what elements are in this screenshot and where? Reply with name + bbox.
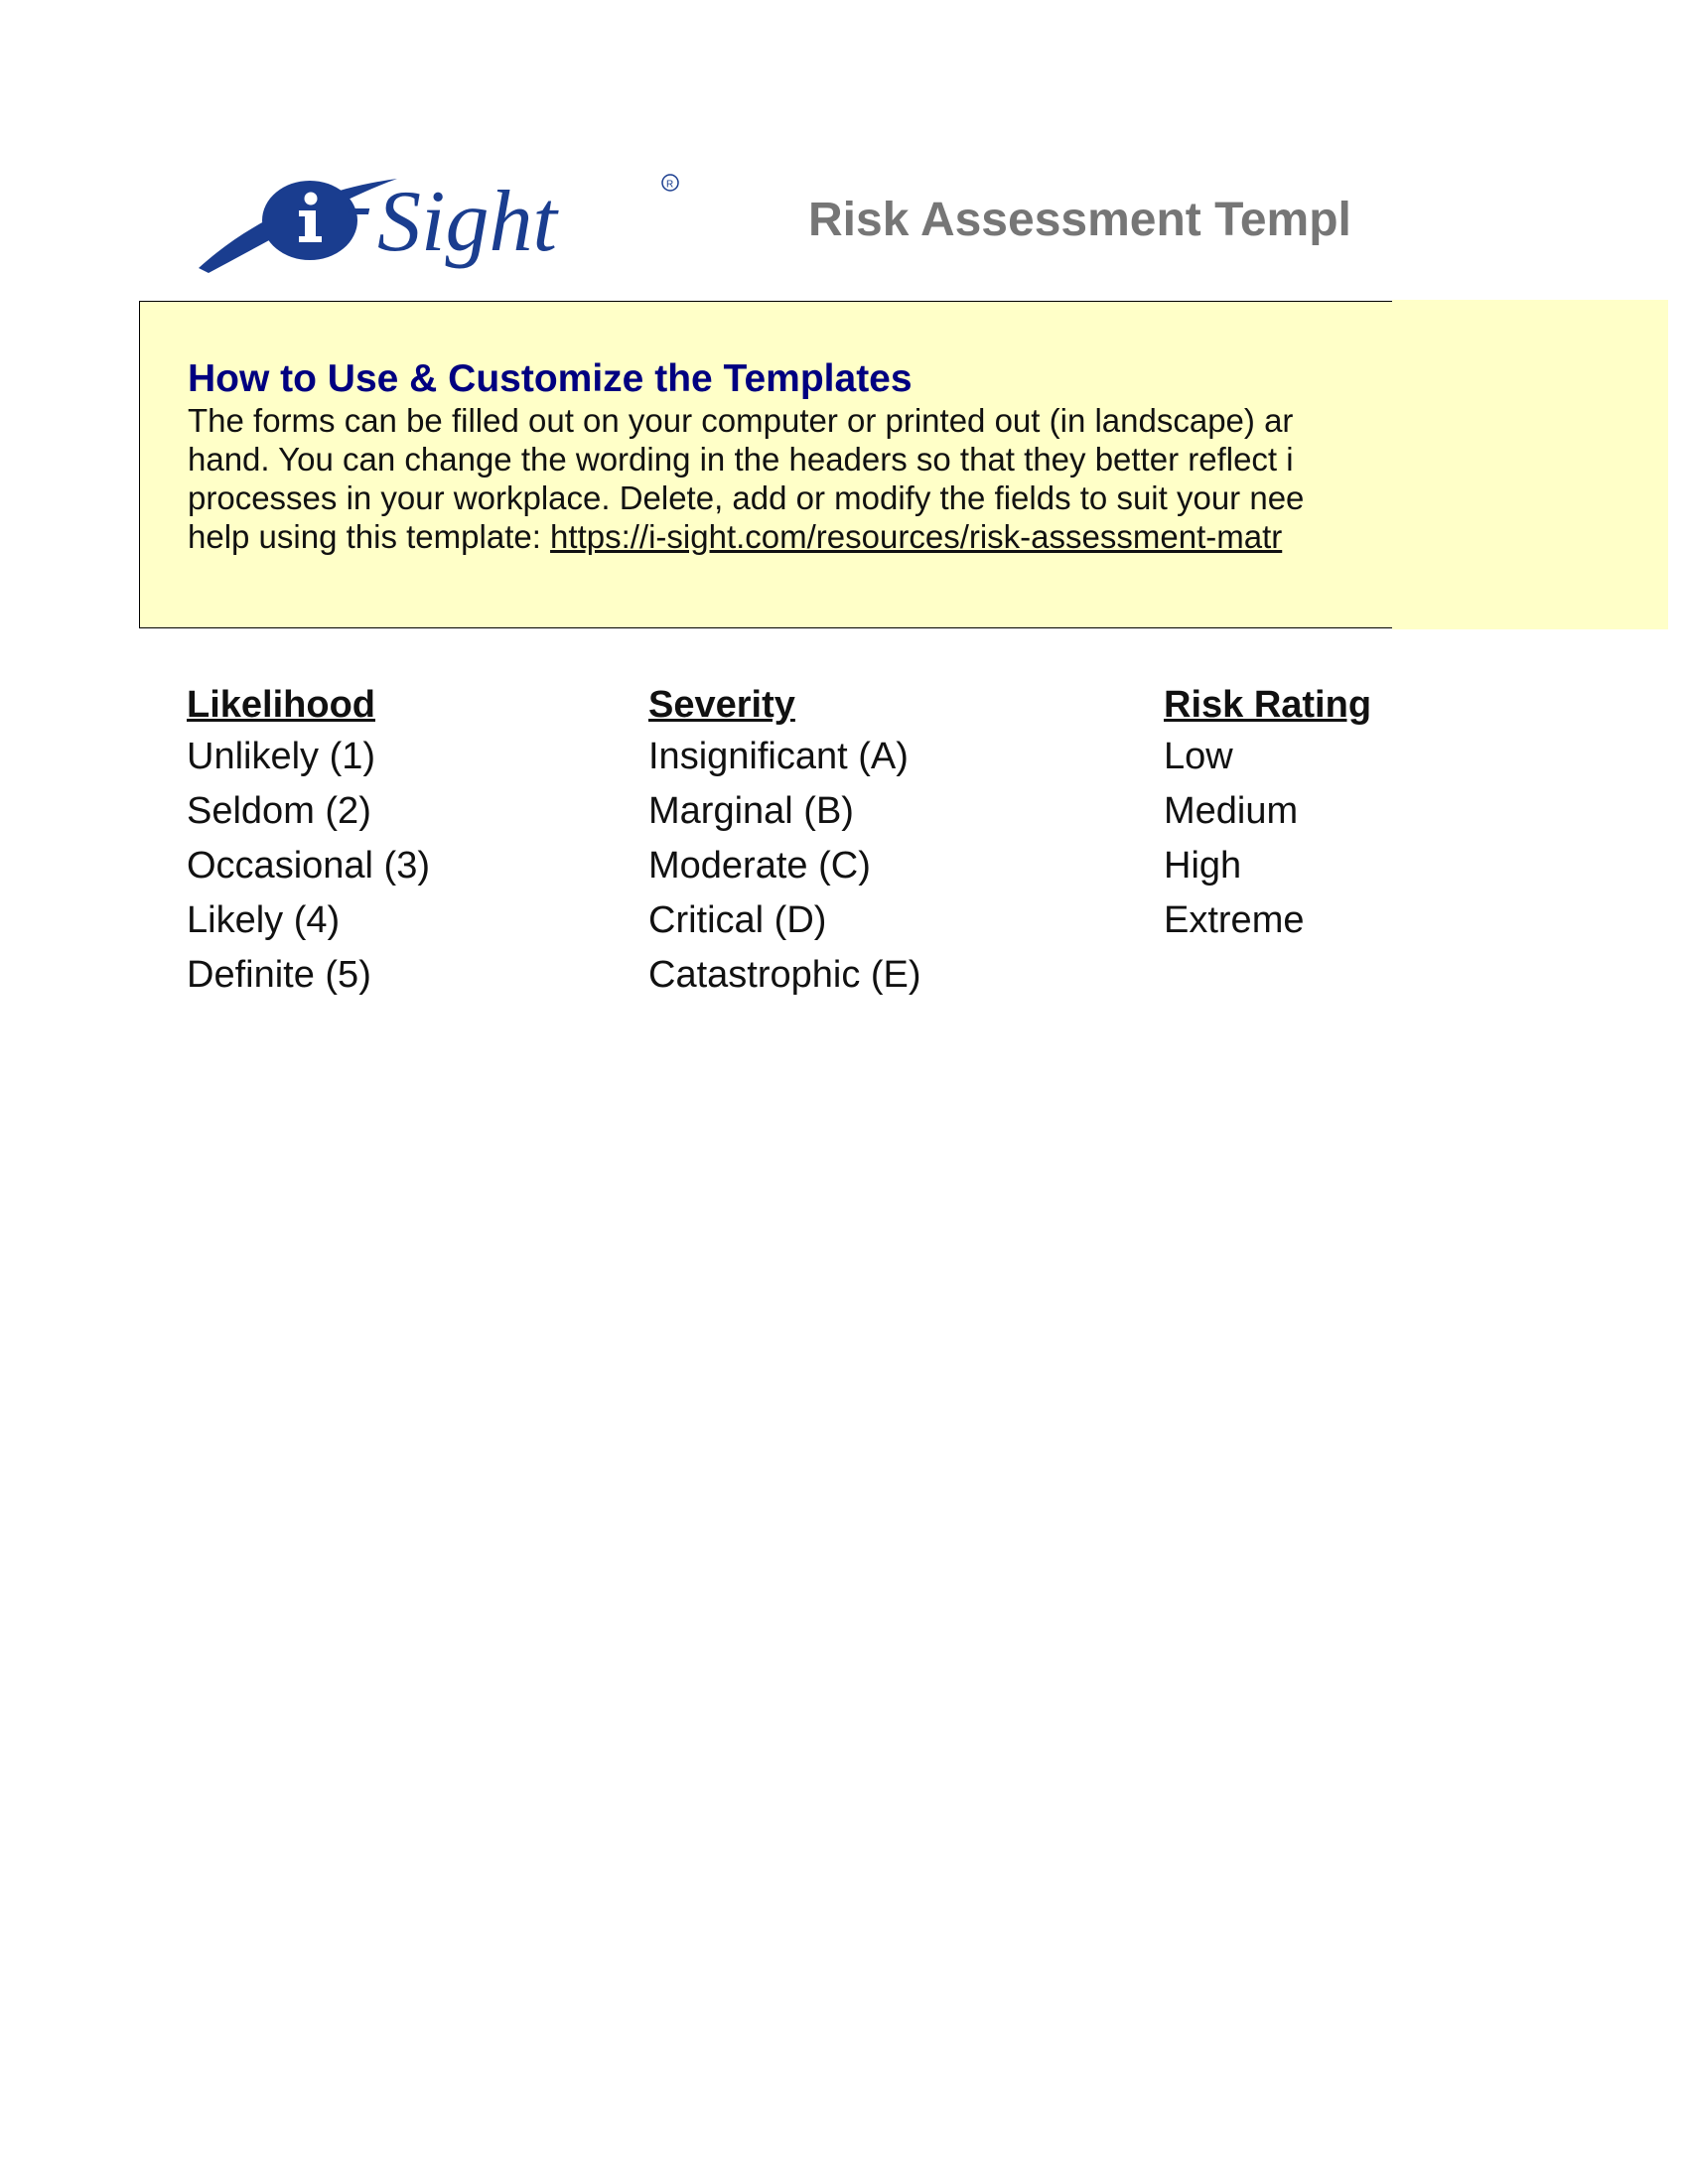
severity-item: Marginal (B) xyxy=(648,790,854,832)
instructions-line: processes in your workplace. Delete, add or modify the fields to suit your nee xyxy=(188,479,1305,516)
likelihood-item: Definite (5) xyxy=(187,954,371,996)
risk-rating-item: Low xyxy=(1164,736,1233,777)
info-panel-extension xyxy=(1392,300,1668,629)
risk-rating-heading: Risk Rating xyxy=(1164,684,1372,726)
likelihood-item: Unlikely (1) xyxy=(187,736,376,777)
help-link[interactable]: https://i-sight.com/resources/risk-assessment-matr xyxy=(550,518,1283,555)
severity-item: Critical (D) xyxy=(648,899,827,941)
help-line xyxy=(188,517,1392,556)
risk-rating-item: High xyxy=(1164,845,1242,887)
help-prefix: help using this template: xyxy=(188,518,551,555)
page-title: Risk Assessment Templ xyxy=(808,194,1351,246)
instructions-heading: How to Use & Customize the Templates xyxy=(188,357,913,400)
instructions-line: The forms can be filled out on your computer or printed out (in landscape) ar xyxy=(188,402,1294,439)
severity-item: Catastrophic (E) xyxy=(648,954,921,996)
severity-heading: Severity xyxy=(648,684,795,726)
risk-rating-item: Medium xyxy=(1164,790,1299,832)
instructions-panel xyxy=(139,301,1392,628)
likelihood-item: Occasional (3) xyxy=(187,845,430,887)
instructions-line: hand. You can change the wording in the headers so that they better reflect i xyxy=(188,441,1294,478)
severity-item: Insignificant (A) xyxy=(648,736,909,777)
i-sight-logo xyxy=(194,149,690,298)
likelihood-item: Seldom (2) xyxy=(187,790,371,832)
likelihood-item: Likely (4) xyxy=(187,899,341,941)
severity-item: Moderate (C) xyxy=(648,845,871,887)
risk-rating-column xyxy=(1164,680,1371,948)
svg-text:Sight: Sight xyxy=(377,174,557,270)
svg-text:R: R xyxy=(666,179,674,191)
risk-rating-item: Extreme xyxy=(1164,899,1305,941)
instructions-body xyxy=(188,401,1392,556)
severity-column xyxy=(648,680,921,1003)
likelihood-column xyxy=(187,680,430,1003)
likelihood-heading: Likelihood xyxy=(187,684,375,726)
